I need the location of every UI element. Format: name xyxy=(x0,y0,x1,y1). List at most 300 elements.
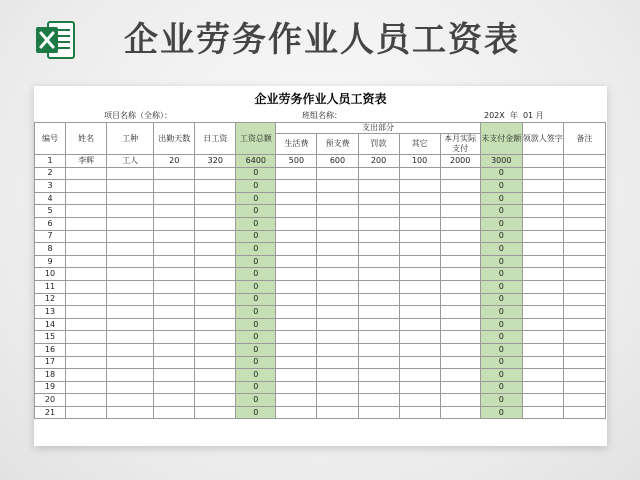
cell-unpaid[interactable]: 0 xyxy=(480,318,522,331)
cell-total-wage[interactable]: 0 xyxy=(236,192,276,205)
cell-living[interactable] xyxy=(276,293,317,306)
cell-days[interactable] xyxy=(154,381,195,394)
cell-no[interactable]: 6 xyxy=(35,217,66,230)
cell-no[interactable]: 1 xyxy=(35,155,66,168)
cell-name[interactable] xyxy=(66,356,107,369)
cell-advance[interactable] xyxy=(317,293,358,306)
cell-fine[interactable] xyxy=(358,217,399,230)
cell-daily-wage[interactable] xyxy=(195,205,236,218)
cell-no[interactable]: 15 xyxy=(35,331,66,344)
cell-actual-paid[interactable] xyxy=(440,406,480,419)
cell-total-wage[interactable]: 0 xyxy=(236,180,276,193)
cell-total-wage[interactable]: 0 xyxy=(236,205,276,218)
cell-name[interactable] xyxy=(66,167,107,180)
cell-fine[interactable] xyxy=(358,394,399,407)
cell-other[interactable] xyxy=(399,205,440,218)
cell-actual-paid[interactable] xyxy=(440,268,480,281)
cell-actual-paid[interactable] xyxy=(440,306,480,319)
cell-actual-paid[interactable] xyxy=(440,293,480,306)
cell-other[interactable] xyxy=(399,192,440,205)
cell-remark[interactable] xyxy=(563,293,605,306)
cell-no[interactable]: 3 xyxy=(35,180,66,193)
cell-actual-paid[interactable] xyxy=(440,255,480,268)
cell-fine[interactable] xyxy=(358,356,399,369)
cell-other[interactable] xyxy=(399,243,440,256)
cell-living[interactable] xyxy=(276,331,317,344)
cell-fine[interactable] xyxy=(358,255,399,268)
cell-remark[interactable] xyxy=(563,155,605,168)
cell-other[interactable] xyxy=(399,406,440,419)
cell-actual-paid[interactable] xyxy=(440,318,480,331)
cell-total-wage[interactable]: 0 xyxy=(236,280,276,293)
cell-trade[interactable] xyxy=(107,331,154,344)
cell-days[interactable] xyxy=(154,406,195,419)
cell-remark[interactable] xyxy=(563,356,605,369)
cell-actual-paid[interactable] xyxy=(440,205,480,218)
cell-sign[interactable] xyxy=(522,268,563,281)
cell-other[interactable] xyxy=(399,318,440,331)
cell-days[interactable] xyxy=(154,255,195,268)
cell-other[interactable] xyxy=(399,381,440,394)
cell-name[interactable] xyxy=(66,381,107,394)
cell-advance[interactable] xyxy=(317,180,358,193)
cell-living[interactable] xyxy=(276,369,317,382)
cell-trade[interactable] xyxy=(107,230,154,243)
table-row xyxy=(35,180,606,193)
cell-no[interactable]: 14 xyxy=(35,318,66,331)
cell-days[interactable] xyxy=(154,243,195,256)
cell-advance[interactable] xyxy=(317,343,358,356)
cell-unpaid[interactable]: 0 xyxy=(480,343,522,356)
cell-trade[interactable]: 工人 xyxy=(107,155,154,168)
cell-advance[interactable] xyxy=(317,381,358,394)
cell-actual-paid[interactable] xyxy=(440,394,480,407)
cell-advance[interactable] xyxy=(317,306,358,319)
cell-sign[interactable] xyxy=(522,230,563,243)
cell-fine[interactable] xyxy=(358,243,399,256)
cell-fine[interactable] xyxy=(358,192,399,205)
cell-advance[interactable]: 600 xyxy=(317,155,358,168)
cell-daily-wage[interactable] xyxy=(195,192,236,205)
cell-remark[interactable] xyxy=(563,217,605,230)
cell-daily-wage[interactable] xyxy=(195,343,236,356)
cell-advance[interactable] xyxy=(317,280,358,293)
cell-remark[interactable] xyxy=(563,205,605,218)
cell-unpaid[interactable]: 0 xyxy=(480,230,522,243)
cell-no[interactable]: 8 xyxy=(35,243,66,256)
cell-sign[interactable] xyxy=(522,343,563,356)
cell-trade[interactable] xyxy=(107,205,154,218)
cell-total-wage[interactable]: 0 xyxy=(236,293,276,306)
cell-total-wage[interactable]: 0 xyxy=(236,406,276,419)
cell-other[interactable] xyxy=(399,343,440,356)
cell-remark[interactable] xyxy=(563,243,605,256)
team-name-label: 班组名称： xyxy=(302,111,342,120)
cell-trade[interactable] xyxy=(107,356,154,369)
cell-daily-wage[interactable] xyxy=(195,356,236,369)
cell-daily-wage[interactable] xyxy=(195,268,236,281)
cell-other[interactable] xyxy=(399,331,440,344)
cell-fine[interactable]: 200 xyxy=(358,155,399,168)
cell-unpaid[interactable]: 0 xyxy=(480,205,522,218)
cell-advance[interactable] xyxy=(317,331,358,344)
cell-living[interactable] xyxy=(276,217,317,230)
cell-living[interactable] xyxy=(276,205,317,218)
cell-days[interactable] xyxy=(154,306,195,319)
cell-sign[interactable] xyxy=(522,369,563,382)
cell-daily-wage[interactable] xyxy=(195,167,236,180)
cell-no[interactable]: 9 xyxy=(35,255,66,268)
cell-living[interactable] xyxy=(276,167,317,180)
cell-unpaid[interactable]: 0 xyxy=(480,243,522,256)
cell-daily-wage[interactable] xyxy=(195,217,236,230)
cell-no[interactable]: 16 xyxy=(35,343,66,356)
cell-remark[interactable] xyxy=(563,394,605,407)
cell-name[interactable] xyxy=(66,306,107,319)
cell-fine[interactable] xyxy=(358,331,399,344)
cell-daily-wage[interactable] xyxy=(195,406,236,419)
cell-days[interactable] xyxy=(154,217,195,230)
cell-no[interactable]: 20 xyxy=(35,394,66,407)
cell-unpaid[interactable]: 0 xyxy=(480,369,522,382)
cell-fine[interactable] xyxy=(358,343,399,356)
cell-actual-paid[interactable] xyxy=(440,381,480,394)
cell-living[interactable] xyxy=(276,343,317,356)
cell-name[interactable]: 李辉 xyxy=(66,155,107,168)
cell-living[interactable] xyxy=(276,406,317,419)
cell-daily-wage[interactable]: 320 xyxy=(195,155,236,168)
cell-living[interactable] xyxy=(276,381,317,394)
banner xyxy=(0,12,640,68)
cell-daily-wage[interactable] xyxy=(195,369,236,382)
cell-name[interactable] xyxy=(66,318,107,331)
cell-name[interactable] xyxy=(66,217,107,230)
cell-unpaid[interactable]: 0 xyxy=(480,394,522,407)
cell-other[interactable] xyxy=(399,369,440,382)
cell-trade[interactable] xyxy=(107,318,154,331)
cell-no[interactable]: 5 xyxy=(35,205,66,218)
cell-unpaid[interactable]: 0 xyxy=(480,180,522,193)
cell-living[interactable] xyxy=(276,356,317,369)
cell-actual-paid[interactable] xyxy=(440,243,480,256)
cell-advance[interactable] xyxy=(317,205,358,218)
cell-no[interactable]: 7 xyxy=(35,230,66,243)
cell-name[interactable] xyxy=(66,192,107,205)
cell-actual-paid[interactable]: 2000 xyxy=(440,155,480,168)
cell-advance[interactable] xyxy=(317,394,358,407)
cell-days[interactable] xyxy=(154,293,195,306)
cell-unpaid[interactable]: 0 xyxy=(480,331,522,344)
cell-unpaid[interactable]: 0 xyxy=(480,306,522,319)
cell-remark[interactable] xyxy=(563,268,605,281)
cell-total-wage[interactable]: 0 xyxy=(236,318,276,331)
cell-days[interactable] xyxy=(154,280,195,293)
cell-total-wage[interactable]: 0 xyxy=(236,356,276,369)
cell-other[interactable] xyxy=(399,180,440,193)
cell-living[interactable] xyxy=(276,280,317,293)
cell-fine[interactable] xyxy=(358,318,399,331)
cell-days[interactable] xyxy=(154,268,195,281)
cell-sign[interactable] xyxy=(522,155,563,168)
cell-total-wage[interactable]: 0 xyxy=(236,243,276,256)
table-row xyxy=(35,243,606,256)
cell-advance[interactable] xyxy=(317,217,358,230)
cell-unpaid[interactable]: 0 xyxy=(480,280,522,293)
cell-living[interactable]: 500 xyxy=(276,155,317,168)
cell-fine[interactable] xyxy=(358,205,399,218)
cell-remark[interactable] xyxy=(563,343,605,356)
cell-total-wage[interactable]: 0 xyxy=(236,255,276,268)
cell-advance[interactable] xyxy=(317,192,358,205)
cell-days[interactable] xyxy=(154,343,195,356)
cell-fine[interactable] xyxy=(358,381,399,394)
cell-daily-wage[interactable] xyxy=(195,243,236,256)
cell-fine[interactable] xyxy=(358,167,399,180)
cell-sign[interactable] xyxy=(522,356,563,369)
cell-unpaid[interactable]: 0 xyxy=(480,293,522,306)
cell-remark[interactable] xyxy=(563,306,605,319)
cell-days[interactable] xyxy=(154,180,195,193)
cell-actual-paid[interactable] xyxy=(440,331,480,344)
cell-trade[interactable] xyxy=(107,280,154,293)
cell-name[interactable] xyxy=(66,243,107,256)
cell-sign[interactable] xyxy=(522,394,563,407)
cell-unpaid[interactable]: 0 xyxy=(480,381,522,394)
cell-sign[interactable] xyxy=(522,318,563,331)
cell-no[interactable]: 11 xyxy=(35,280,66,293)
cell-remark[interactable] xyxy=(563,280,605,293)
cell-name[interactable] xyxy=(66,293,107,306)
cell-remark[interactable] xyxy=(563,180,605,193)
cell-sign[interactable] xyxy=(522,217,563,230)
cell-advance[interactable] xyxy=(317,318,358,331)
cell-total-wage[interactable]: 0 xyxy=(236,268,276,281)
cell-sign[interactable] xyxy=(522,293,563,306)
cell-days[interactable] xyxy=(154,369,195,382)
cell-days[interactable] xyxy=(154,394,195,407)
cell-trade[interactable] xyxy=(107,293,154,306)
cell-other[interactable] xyxy=(399,230,440,243)
cell-no[interactable]: 13 xyxy=(35,306,66,319)
cell-actual-paid[interactable] xyxy=(440,343,480,356)
cell-fine[interactable] xyxy=(358,306,399,319)
cell-actual-paid[interactable] xyxy=(440,356,480,369)
cell-trade[interactable] xyxy=(107,268,154,281)
cell-other[interactable]: 100 xyxy=(399,155,440,168)
cell-advance[interactable] xyxy=(317,369,358,382)
cell-actual-paid[interactable] xyxy=(440,167,480,180)
cell-no[interactable]: 19 xyxy=(35,381,66,394)
cell-total-wage[interactable]: 0 xyxy=(236,381,276,394)
cell-living[interactable] xyxy=(276,255,317,268)
cell-sign[interactable] xyxy=(522,205,563,218)
cell-total-wage[interactable]: 0 xyxy=(236,394,276,407)
cell-advance[interactable] xyxy=(317,243,358,256)
cell-daily-wage[interactable] xyxy=(195,318,236,331)
cell-remark[interactable] xyxy=(563,318,605,331)
cell-sign[interactable] xyxy=(522,255,563,268)
cell-daily-wage[interactable] xyxy=(195,331,236,344)
cell-other[interactable] xyxy=(399,255,440,268)
cell-actual-paid[interactable] xyxy=(440,369,480,382)
cell-total-wage[interactable]: 0 xyxy=(236,217,276,230)
cell-no[interactable]: 10 xyxy=(35,268,66,281)
cell-remark[interactable] xyxy=(563,230,605,243)
cell-advance[interactable] xyxy=(317,356,358,369)
cell-other[interactable] xyxy=(399,268,440,281)
cell-fine[interactable] xyxy=(358,180,399,193)
cell-actual-paid[interactable] xyxy=(440,230,480,243)
cell-daily-wage[interactable] xyxy=(195,280,236,293)
cell-other[interactable] xyxy=(399,394,440,407)
cell-sign[interactable] xyxy=(522,192,563,205)
cell-living[interactable] xyxy=(276,268,317,281)
cell-total-wage[interactable]: 0 xyxy=(236,343,276,356)
cell-no[interactable]: 2 xyxy=(35,167,66,180)
cell-other[interactable] xyxy=(399,356,440,369)
cell-trade[interactable] xyxy=(107,306,154,319)
cell-total-wage[interactable]: 0 xyxy=(236,369,276,382)
cell-sign[interactable] xyxy=(522,180,563,193)
cell-name[interactable] xyxy=(66,369,107,382)
cell-sign[interactable] xyxy=(522,306,563,319)
cell-advance[interactable] xyxy=(317,268,358,281)
cell-daily-wage[interactable] xyxy=(195,394,236,407)
cell-fine[interactable] xyxy=(358,293,399,306)
cell-advance[interactable] xyxy=(317,255,358,268)
cell-name[interactable] xyxy=(66,331,107,344)
cell-living[interactable] xyxy=(276,318,317,331)
cell-living[interactable] xyxy=(276,192,317,205)
cell-name[interactable] xyxy=(66,394,107,407)
cell-remark[interactable] xyxy=(563,192,605,205)
cell-unpaid[interactable]: 0 xyxy=(480,356,522,369)
cell-daily-wage[interactable] xyxy=(195,255,236,268)
cell-total-wage[interactable]: 0 xyxy=(236,230,276,243)
cell-actual-paid[interactable] xyxy=(440,217,480,230)
cell-days[interactable] xyxy=(154,318,195,331)
cell-daily-wage[interactable] xyxy=(195,381,236,394)
cell-remark[interactable] xyxy=(563,255,605,268)
cell-unpaid[interactable]: 0 xyxy=(480,255,522,268)
cell-trade[interactable] xyxy=(107,255,154,268)
cell-daily-wage[interactable] xyxy=(195,293,236,306)
cell-daily-wage[interactable] xyxy=(195,306,236,319)
cell-daily-wage[interactable] xyxy=(195,180,236,193)
cell-days[interactable]: 20 xyxy=(154,155,195,168)
cell-sign[interactable] xyxy=(522,406,563,419)
cell-remark[interactable] xyxy=(563,369,605,382)
cell-remark[interactable] xyxy=(563,381,605,394)
cell-remark[interactable] xyxy=(563,167,605,180)
cell-actual-paid[interactable] xyxy=(440,192,480,205)
cell-no[interactable]: 17 xyxy=(35,356,66,369)
cell-sign[interactable] xyxy=(522,280,563,293)
cell-name[interactable] xyxy=(66,268,107,281)
cell-no[interactable]: 21 xyxy=(35,406,66,419)
cell-trade[interactable] xyxy=(107,167,154,180)
cell-sign[interactable] xyxy=(522,243,563,256)
cell-daily-wage[interactable] xyxy=(195,230,236,243)
cell-unpaid[interactable]: 0 xyxy=(480,167,522,180)
cell-sign[interactable] xyxy=(522,331,563,344)
cell-trade[interactable] xyxy=(107,192,154,205)
cell-unpaid[interactable]: 0 xyxy=(480,192,522,205)
cell-advance[interactable] xyxy=(317,167,358,180)
cell-living[interactable] xyxy=(276,180,317,193)
cell-days[interactable] xyxy=(154,230,195,243)
cell-living[interactable] xyxy=(276,230,317,243)
cell-fine[interactable] xyxy=(358,406,399,419)
cell-fine[interactable] xyxy=(358,280,399,293)
table-row xyxy=(35,406,606,419)
cell-living[interactable] xyxy=(276,243,317,256)
cell-name[interactable] xyxy=(66,230,107,243)
cell-name[interactable] xyxy=(66,180,107,193)
cell-total-wage[interactable]: 0 xyxy=(236,331,276,344)
cell-no[interactable]: 18 xyxy=(35,369,66,382)
cell-sign[interactable] xyxy=(522,381,563,394)
cell-fine[interactable] xyxy=(358,369,399,382)
cell-fine[interactable] xyxy=(358,268,399,281)
cell-actual-paid[interactable] xyxy=(440,280,480,293)
cell-other[interactable] xyxy=(399,167,440,180)
cell-trade[interactable] xyxy=(107,381,154,394)
cell-remark[interactable] xyxy=(563,406,605,419)
cell-trade[interactable] xyxy=(107,217,154,230)
cell-no[interactable]: 12 xyxy=(35,293,66,306)
cell-days[interactable] xyxy=(154,331,195,344)
header-other: 其它 xyxy=(399,134,440,155)
cell-living[interactable] xyxy=(276,306,317,319)
cell-no[interactable]: 4 xyxy=(35,192,66,205)
cell-other[interactable] xyxy=(399,280,440,293)
cell-name[interactable] xyxy=(66,406,107,419)
cell-fine[interactable] xyxy=(358,230,399,243)
cell-sign[interactable] xyxy=(522,167,563,180)
cell-unpaid[interactable]: 3000 xyxy=(480,155,522,168)
cell-trade[interactable] xyxy=(107,394,154,407)
cell-unpaid[interactable]: 0 xyxy=(480,268,522,281)
cell-days[interactable] xyxy=(154,205,195,218)
cell-total-wage[interactable]: 0 xyxy=(236,306,276,319)
cell-unpaid[interactable]: 0 xyxy=(480,406,522,419)
cell-total-wage[interactable]: 6400 xyxy=(236,155,276,168)
cell-advance[interactable] xyxy=(317,406,358,419)
cell-actual-paid[interactable] xyxy=(440,180,480,193)
cell-remark[interactable] xyxy=(563,331,605,344)
cell-total-wage[interactable]: 0 xyxy=(236,167,276,180)
cell-name[interactable] xyxy=(66,343,107,356)
cell-days[interactable] xyxy=(154,356,195,369)
cell-trade[interactable] xyxy=(107,180,154,193)
cell-other[interactable] xyxy=(399,293,440,306)
cell-trade[interactable] xyxy=(107,343,154,356)
cell-trade[interactable] xyxy=(107,406,154,419)
cell-name[interactable] xyxy=(66,205,107,218)
cell-living[interactable] xyxy=(276,394,317,407)
cell-unpaid[interactable]: 0 xyxy=(480,217,522,230)
cell-other[interactable] xyxy=(399,306,440,319)
cell-days[interactable] xyxy=(154,192,195,205)
cell-name[interactable] xyxy=(66,255,107,268)
cell-name[interactable] xyxy=(66,280,107,293)
cell-trade[interactable] xyxy=(107,243,154,256)
cell-advance[interactable] xyxy=(317,230,358,243)
cell-trade[interactable] xyxy=(107,369,154,382)
cell-days[interactable] xyxy=(154,167,195,180)
cell-other[interactable] xyxy=(399,217,440,230)
